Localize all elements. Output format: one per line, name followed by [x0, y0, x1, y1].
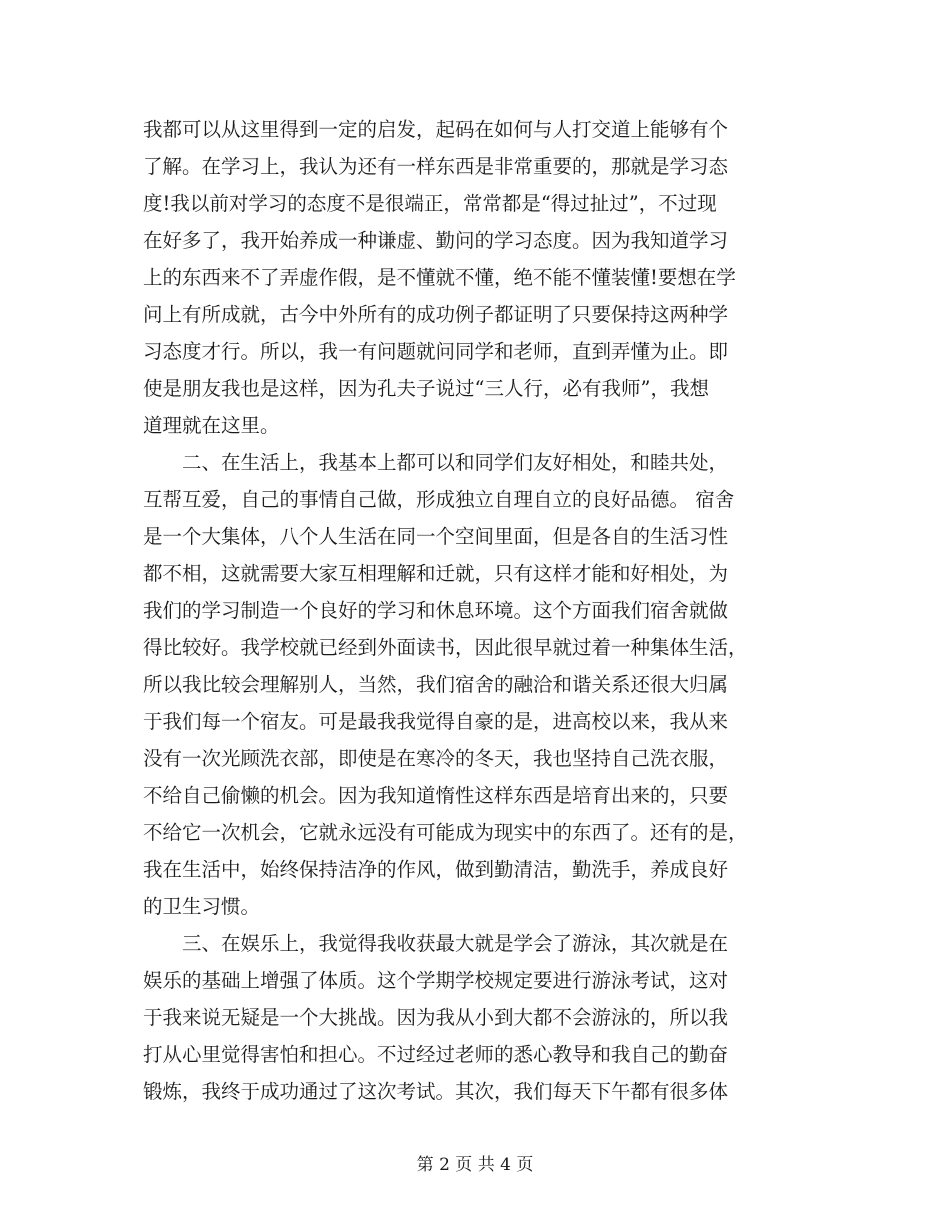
text-line: 习态度才行。所以，我一有问题就问同学和老师，直到弄懂为止。即: [143, 340, 729, 363]
text-line: 于我们每一个宿友。可是最我我觉得自豪的是，进高校以来，我从来: [143, 710, 729, 733]
text-line: 所以我比较会理解别人，当然，我们宿舍的融洽和谐关系还很大归属: [143, 673, 729, 696]
page-footer: 第 2 页 共 4 页: [416, 1155, 534, 1175]
text-line: 不给自己偷懒的机会。因为我知道惰性这样东西是培育出来的，只要: [143, 784, 729, 807]
text-line: 于我来说无疑是一个大挑战。因为我从小到大都不会游泳的，所以我: [143, 1006, 729, 1029]
text-line: 使是朋友我也是这样，因为孔夫子说过“三人行，必有我师”，我想: [143, 377, 709, 400]
text-line: 是一个大集体，八个人生活在同一个空间里面，但是各自的生活习性: [143, 525, 729, 548]
text-line: 了解。在学习上，我认为还有一样东西是非常重要的，那就是学习态: [143, 155, 729, 178]
text-line: 娱乐的基础上增强了体质。这个学期学校规定要进行游泳考试，这对: [143, 969, 729, 992]
text-line: 的卫生习惯。: [143, 895, 261, 918]
text-line: 打从心里觉得害怕和担心。不过经过老师的悉心教导和我自己的勤奋: [143, 1043, 729, 1066]
text-line: 二、在生活上，我基本上都可以和同学们友好相处，和睦共处，: [143, 451, 729, 474]
text-line: 在好多了，我开始养成一种谦虚、勤问的学习态度。因为我知道学习: [143, 229, 729, 252]
text-line: 我都可以从这里得到一定的启发，起码在如何与人打交道上能够有个: [143, 118, 729, 141]
text-line: 我在生活中，始终保持洁净的作风，做到勤清洁，勤洗手，养成良好: [143, 858, 729, 881]
text-line: 三、在娱乐上，我觉得我收获最大就是学会了游泳，其次就是在: [143, 932, 729, 955]
text-line: 得比较好。我学校就已经到外面读书，因此很早就过着一种集体生活，: [143, 636, 748, 659]
text-line: 道理就在这里。: [143, 414, 280, 437]
text-line: 不给它一次机会，它就永远没有可能成为现实中的东西了。还有的是，: [143, 821, 748, 844]
text-line: 都不相，这就需要大家互相理解和迁就，只有这样才能和好相处，为: [143, 562, 729, 585]
text-line: 问上有所成就，古今中外所有的成功例子都证明了只要保持这两种学: [143, 303, 729, 326]
text-line: 度!我以前对学习的态度不是很端正，常常都是“得过扯过”，不过现: [143, 192, 717, 215]
text-line: 锻炼，我终于成功通过了这次考试。其次，我们每天下午都有很多体: [143, 1080, 729, 1103]
text-line: 上的东西来不了弄虚作假，是不懂就不懂，绝不能不懂装懂!要想在学: [143, 266, 736, 289]
text-line: 互帮互爱，自己的事情自己做，形成独立自理自立的良好品德。 宿舍: [143, 488, 735, 511]
document-body: [143, 111, 809, 1110]
text-line: 我们的学习制造一个良好的学习和休息环境。这个方面我们宿舍就做: [143, 599, 729, 622]
text-line: 没有一次光顾洗衣部，即使是在寒冷的冬天，我也坚持自己洗衣服，: [143, 747, 729, 770]
